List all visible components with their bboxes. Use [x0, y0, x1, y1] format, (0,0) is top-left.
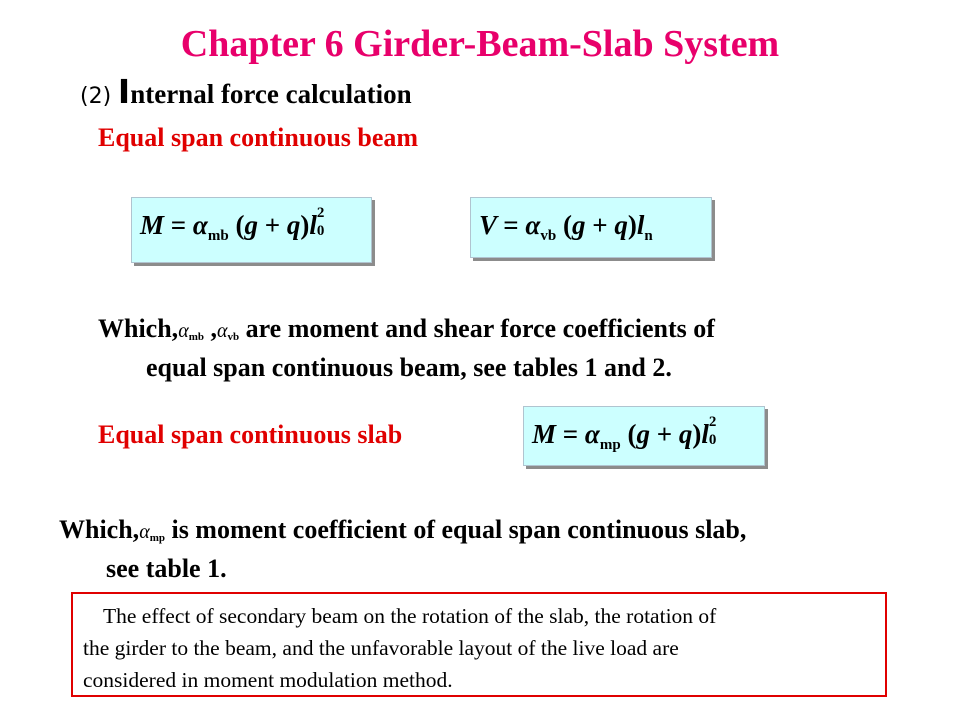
section-initial: I [117, 72, 131, 111]
slide-title: Chapter 6 Girder-Beam-Slab System [180, 23, 780, 65]
beam-moment-formula: $M = \alpha_{mb}$ (g + q)l 2 0 [131, 197, 372, 263]
beam-coefficients-line1: Which,αmb ,αvb are moment and shear force coefficients of [98, 314, 715, 343]
beam-coefficients-line2: equal span continuous beam, see tables 1 and 2. [146, 353, 672, 382]
section-title: nternal force calculation [130, 79, 412, 109]
slab-coefficient-line1: Which,αmp is moment coefficient of equal span continuous slab, [59, 515, 747, 544]
alpha-mp-symbol: αmp [139, 521, 165, 544]
beam-shear-formula: $V = \alpha_{vb}$ $(g + q)l_n$ [470, 197, 712, 258]
slab-coefficient-line2: see table 1. [106, 554, 227, 583]
moment-modulation-note [71, 592, 887, 697]
note-line-3: considered in moment modulation method. [83, 668, 453, 692]
note-line-2: the girder to the beam, and the unfavorable layout of the live load are [83, 636, 679, 660]
slab-heading: Equal span continuous slab [98, 420, 403, 449]
section-heading [80, 72, 412, 111]
slab-moment-formula: $M = \alpha_{mp}$ (g + q)l 2 0 [523, 406, 765, 466]
beam-heading: Equal span continuous beam [98, 123, 419, 152]
alpha-vb-symbol: αvb [216, 320, 240, 343]
section-number: (2) [80, 84, 112, 109]
alpha-mb-symbol: αmb [178, 320, 204, 343]
note-line-1: The effect of secondary beam on the rotation of the slab, the rotation of [103, 604, 717, 628]
